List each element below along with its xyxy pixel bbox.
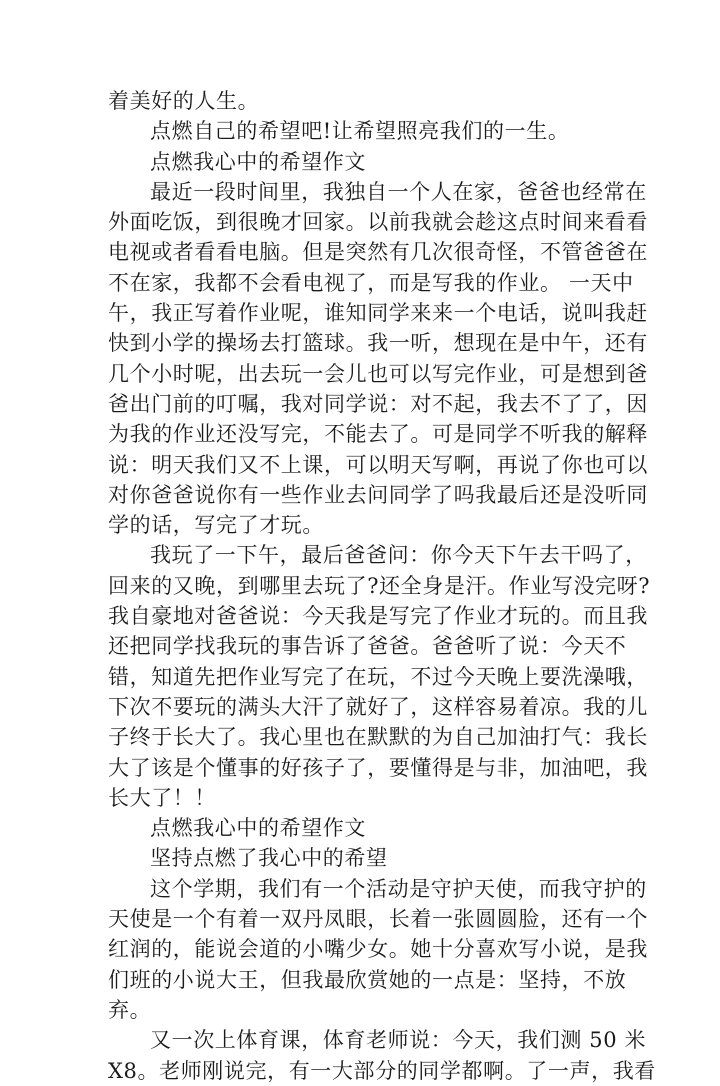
text-line: 下次不要玩的满头大汗了就好了，这样容易着凉。我的儿 (108, 694, 648, 719)
text-line: 点燃自己的希望吧!让希望照亮我们的一生。 (150, 119, 570, 144)
text-line: 长大了！！ (108, 785, 216, 810)
text-line: X8。老师刚说完，有一大部分的同学都啊。了一声，我看 (108, 1058, 656, 1083)
text-line: 最近一段时间里，我独自一个人在家，爸爸也经常在 (150, 179, 647, 204)
text-line: 这个学期，我们有一个活动是守护天使，而我守护的 (150, 876, 647, 901)
text-line: 我玩了一下午，最后爸爸问：你今天下午去干吗了， (150, 543, 647, 568)
text-line: 子终于长大了。我心里也在默默的为自己加油打气：我长 (108, 725, 648, 750)
text-line: 错，知道先把作业写完了在玩，不过今天晚上要洗澡哦， (108, 664, 648, 689)
text-line: 们班的小说大王，但我最欣赏她的一点是：坚持，不放 (108, 967, 627, 992)
text-line: 天使是一个有着一双丹凤眼，长着一张圆圆脸，还有一个 (108, 907, 648, 932)
text-line: 几个小时呢，出去玩一会儿也可以写完作业，可是想到爸 (108, 361, 648, 386)
text-line: 还把同学找我玩的事告诉了爸爸。爸爸听了说：今天不 (108, 634, 627, 659)
text-line: 弃。 (108, 997, 152, 1022)
text-line: 点燃我心中的希望作文 (150, 149, 366, 174)
text-line: 为我的作业还没写完，不能去了。可是同学不听我的解释 (108, 422, 648, 447)
text-line: 对你爸爸说你有一些作业去问同学了吗我最后还是没听同 (108, 482, 648, 507)
text-line: 学的话，写完了才玩。 (108, 513, 324, 538)
text-line: 我自豪地对爸爸说：今天我是写完了作业才玩的。而且我 (108, 604, 648, 629)
text-line: 着美好的人生。 (108, 89, 260, 113)
text-line: 电视或者看看电脑。但是突然有几次很奇怪，不管爸爸在 (108, 240, 648, 265)
text-line: 不在家，我都不会看电视了，而是写我的作业。 一天中 (108, 270, 634, 295)
text-line: 午，我正写着作业呢，谁知同学来来一个电话，说叫我赶 (108, 301, 648, 326)
text-line: 红润的，能说会道的小嘴少女。她十分喜欢写小说，是我 (108, 937, 648, 962)
text-line: 爸出门前的叮嘱，我对同学说：对不起，我去不了了，因 (108, 391, 648, 416)
text-line: 快到小学的操场去打篮球。我一听，想现在是中午，还有 (108, 331, 648, 356)
document-body (108, 86, 656, 1086)
text-line: 坚持点燃了我心中的希望 (150, 846, 388, 871)
text-line: 点燃我心中的希望作文 (150, 816, 366, 841)
text-line: 外面吃饭，到很晚才回家。以前我就会趁这点时间来看看 (108, 210, 648, 235)
text-line: 又一次上体育课，体育老师说：今天，我们测 50 米 (150, 1028, 647, 1053)
text-line: 回来的又晚，到哪里去玩了?还全身是汗。作业写没完呀? (108, 573, 651, 598)
text-line: 说：明天我们又不上课，可以明天写啊，再说了你也可以 (108, 452, 648, 477)
text-line: 大了该是个懂事的好孩子了，要懂得是与非，加油吧，我 (108, 755, 648, 780)
